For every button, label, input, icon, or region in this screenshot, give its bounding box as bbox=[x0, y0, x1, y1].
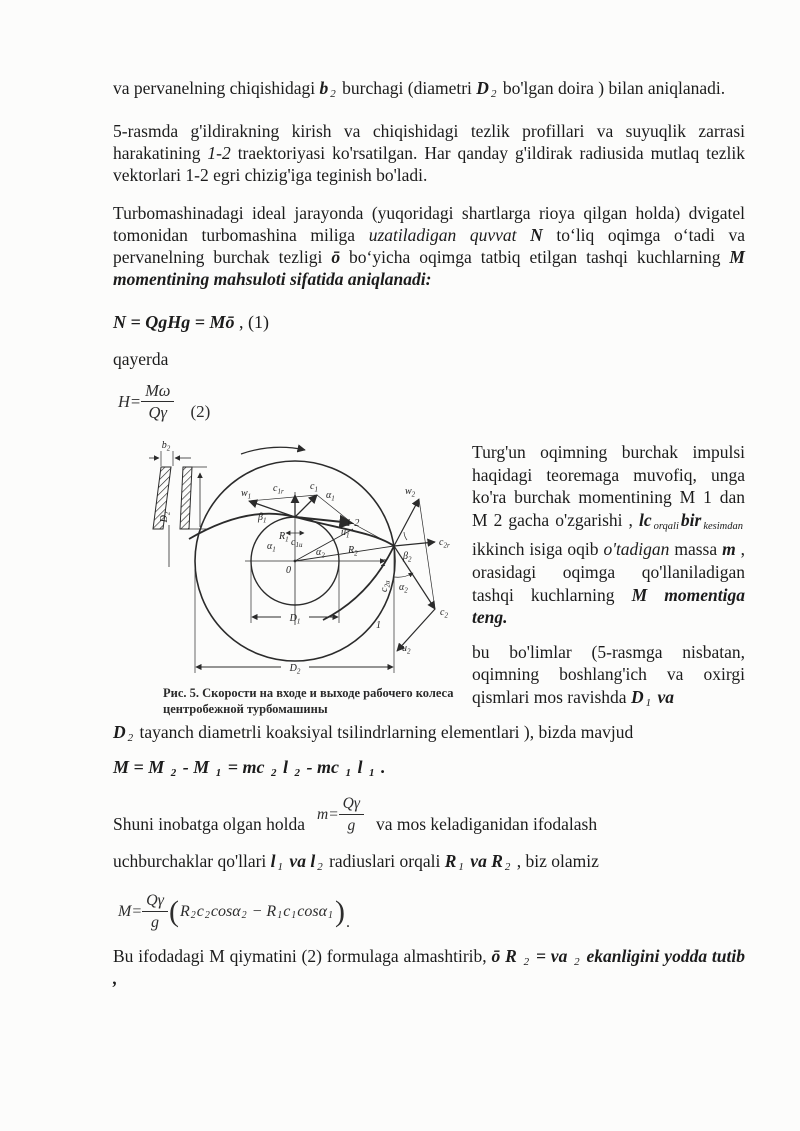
velocity-triangle-outlet bbox=[394, 499, 435, 651]
text-run: va pervanelning chiqishidagi bbox=[113, 78, 320, 98]
subscript-2: 2 bbox=[170, 767, 177, 779]
text-run-italic: o'tadigan bbox=[603, 539, 670, 560]
label-alpha1-inner: $\alpha_1$ bbox=[267, 541, 276, 554]
equation-2-lhs: H bbox=[118, 391, 130, 411]
text-run: va mos keladiganidan ifodalash bbox=[375, 814, 598, 834]
var-l: l bbox=[270, 851, 276, 871]
word-va: va bbox=[465, 851, 492, 871]
label-c1: $c_1$ bbox=[310, 481, 318, 494]
subscript-2: 2 bbox=[317, 861, 323, 873]
equation-body bbox=[180, 903, 334, 921]
subscript-1: 1 bbox=[369, 767, 375, 779]
label-beta2: $\beta_2$ bbox=[403, 551, 412, 564]
text-run: uchburchaklar qo'llari bbox=[113, 851, 271, 871]
label-w2: $w_2$ bbox=[405, 486, 416, 499]
equation-part: - mc bbox=[302, 757, 344, 777]
subscript-1: 1 bbox=[345, 767, 352, 779]
text-run: Turbomashinadagi ideal jarayonda (yuqoridagi shartlarga rioya qilgan holda) dvigatel tomonidan turbomashina miliga bbox=[113, 203, 745, 245]
subscript-2: 2 bbox=[241, 909, 247, 921]
text-run-bold-italic: va bbox=[653, 686, 674, 707]
equation-part: cosα bbox=[297, 902, 328, 920]
text-run-bold-italic: = va bbox=[531, 946, 573, 966]
label-point-1: 1 bbox=[376, 620, 381, 631]
var-m: m bbox=[722, 539, 736, 560]
equals-sign: = bbox=[328, 805, 339, 823]
label-D1-dimension: $D_1$ bbox=[289, 613, 301, 626]
equation-part: c bbox=[283, 902, 291, 920]
subscript-2: 2 bbox=[504, 861, 511, 873]
text-run: qayerda bbox=[113, 349, 169, 369]
label-b2-width: $b_2$ bbox=[161, 440, 171, 453]
subscript-2: 2 bbox=[271, 767, 277, 779]
subscript-2: 2 bbox=[574, 956, 580, 968]
var-lc: lc bbox=[638, 509, 652, 530]
word-va: va bbox=[285, 851, 311, 871]
inline-fraction-m bbox=[317, 794, 364, 835]
fraction-denominator: Qγ bbox=[148, 403, 167, 422]
text-run: 5-rasmda g'ildirakning kirish va chiqishidagi tezlik profillari va suyuqlik zarrasi harakatining bbox=[113, 121, 745, 163]
label-D2-cross-section: $D_2$ bbox=[159, 511, 172, 523]
fraction-numerator: Mω bbox=[141, 381, 174, 402]
var-m: m bbox=[317, 805, 329, 823]
text-run: Turg'un oqimning burchak impulsi haqidagi teoremaga muvofiq, unga ko'ra burchak momentining M 1 dan M 2 gacha o'zgarishi , bbox=[472, 442, 745, 530]
rotation-arrow bbox=[241, 447, 305, 454]
side-text-column bbox=[472, 437, 745, 717]
paragraph-figure-intro bbox=[113, 120, 745, 186]
var-N: N bbox=[530, 225, 543, 245]
equation-part: - M bbox=[178, 757, 214, 777]
subscript-2: 2 bbox=[294, 767, 301, 779]
label-D2-dimension: $D_2$ bbox=[289, 663, 301, 676]
fraction-denominator: g bbox=[151, 914, 160, 931]
label-alpha2-inner: $\alpha_2$ bbox=[316, 547, 325, 560]
fraction-denominator: g bbox=[347, 817, 356, 834]
text-run: , orasidagi oqimga qo'llaniladigan tashqi kuchlarning bbox=[472, 539, 745, 605]
text-run: tayanch diametrli koaksiyal tsilindrlarning elementlari ), bizda mavjud bbox=[135, 722, 634, 742]
label-u2: $u_2$ bbox=[402, 643, 411, 656]
equation-part: − R bbox=[247, 902, 277, 920]
velocity-triangle-inlet bbox=[249, 495, 394, 546]
caption-line-1: Рис. 5. Скорости на входе и выходе рабочего колеса bbox=[163, 686, 454, 700]
paragraph-qayerda bbox=[113, 348, 745, 370]
text-run-bold-italic: M momentiga teng. bbox=[472, 584, 745, 628]
impeller-cross-section bbox=[149, 451, 207, 567]
equation-moment-difference bbox=[113, 756, 745, 779]
period: . bbox=[346, 914, 351, 931]
label-c2: $c_2$ bbox=[440, 607, 448, 620]
text-run: bo‘yicha oqimga tatbiq etilgan tashqi kuchlarning bbox=[340, 247, 730, 267]
paragraph-conclusion bbox=[113, 945, 745, 989]
text-run: bo'lgan doira ) bilan aniqlanadi. bbox=[498, 78, 726, 98]
equation-1-number: , (1) bbox=[234, 312, 270, 332]
fraction bbox=[339, 794, 364, 835]
text-run: , biz olamiz bbox=[512, 851, 599, 871]
var-b: b bbox=[319, 78, 329, 98]
text-run: Shuni inobatga olgan holda bbox=[113, 814, 305, 834]
equation-lhs: M bbox=[118, 902, 132, 920]
label-R2: $R_2$ bbox=[348, 545, 358, 558]
var-D: D bbox=[476, 78, 489, 98]
label-alpha1: $\alpha_1$ bbox=[326, 490, 335, 503]
subscript-1: 1 bbox=[645, 696, 652, 709]
word-bir: bir bbox=[680, 509, 702, 530]
fraction-numerator: Qγ bbox=[339, 794, 364, 815]
text-run-italic: 1-2 bbox=[207, 143, 231, 163]
equation-2-number: (2) bbox=[190, 402, 211, 421]
subscript-2: 2 bbox=[330, 88, 336, 100]
wheel-circles bbox=[189, 447, 395, 661]
label-c1u: $c_{1u}$ bbox=[291, 537, 303, 549]
equation-part: R bbox=[179, 902, 190, 920]
equation-part: l bbox=[278, 757, 293, 777]
label-c1r: $c_{1r}$ bbox=[273, 483, 284, 496]
text-run-bold-italic: ekanligini yodda tutib , bbox=[113, 946, 745, 988]
text-run: ikkinch isiga oqib bbox=[472, 539, 604, 560]
equals-sign: = bbox=[131, 902, 143, 920]
label-center-O: 0 bbox=[286, 565, 291, 576]
subscript-1: 1 bbox=[458, 861, 464, 873]
text-run-bold-italic: M momentining mahsuloti sifatida aniqlanadi: bbox=[113, 247, 745, 289]
var-l: l bbox=[310, 851, 316, 871]
label-trajectory-1-2: 1-2 bbox=[346, 518, 360, 529]
center-point bbox=[294, 560, 297, 563]
text-run: to‘liq oqimga o‘tadi va pervanelning burchak tezligi bbox=[113, 225, 745, 267]
paragraph-cylinders bbox=[113, 721, 745, 743]
paragraph-triangles bbox=[113, 850, 745, 872]
equation-part: c bbox=[196, 902, 204, 920]
paragraph-ideal-process bbox=[113, 202, 745, 290]
label-beta1: $\beta_1$ bbox=[258, 512, 267, 525]
subscript-1: 1 bbox=[215, 767, 222, 779]
text-run: bu bo'limlar (5-rasmga nisbatan, oqimning boshlang'ich va oxirgi qismlari mos ravishda bbox=[472, 641, 745, 707]
fraction bbox=[141, 381, 174, 422]
subscript-1: 1 bbox=[277, 861, 284, 873]
var-D: D bbox=[630, 686, 644, 707]
fraction bbox=[142, 891, 168, 932]
equation-part: . bbox=[376, 757, 386, 777]
var-R: R bbox=[444, 851, 457, 871]
var-omega: ō bbox=[331, 247, 341, 267]
figure-5-caption bbox=[163, 686, 463, 717]
equation-part: M = M bbox=[113, 757, 169, 777]
equation-1-body: N = QgHg = Mō bbox=[113, 312, 235, 332]
text-run: radiuslari orqali bbox=[324, 851, 445, 871]
text-run-italic: uzatiladigan quvvat bbox=[368, 225, 531, 245]
var-omega-R: ō R bbox=[491, 946, 522, 966]
label-c2r: $c_{2r}$ bbox=[439, 537, 450, 550]
equals-sign: = bbox=[129, 391, 142, 411]
figure-and-sidetext-row bbox=[113, 437, 745, 717]
subscript-2: 2 bbox=[204, 909, 210, 921]
var-R: R bbox=[491, 851, 503, 871]
close-paren: ) bbox=[335, 894, 346, 928]
subscript-2: 2 bbox=[127, 732, 134, 744]
dimension-lines bbox=[195, 550, 394, 673]
paragraph-sections bbox=[472, 641, 745, 709]
subscript-2: 2 bbox=[490, 88, 497, 100]
paragraph-opening bbox=[113, 77, 745, 99]
equation-part: cosα bbox=[210, 902, 241, 920]
label-point-2: 2 bbox=[381, 558, 386, 569]
fraction-numerator: Qγ bbox=[142, 891, 168, 912]
subscript-1: 1 bbox=[328, 909, 334, 921]
label-alpha2: $\alpha_2$ bbox=[399, 582, 408, 595]
paragraph-shuni bbox=[113, 794, 745, 835]
text-run: massa bbox=[669, 539, 723, 560]
figure-5-block bbox=[113, 437, 472, 717]
text-run: burchagi (diametri bbox=[337, 78, 477, 98]
equation-part: = mc bbox=[223, 757, 270, 777]
small-word-kesimdan: kesimdan bbox=[703, 520, 743, 532]
subscript-1: 1 bbox=[291, 909, 297, 921]
subscript-1: 1 bbox=[277, 909, 283, 921]
caption-line-2: центробежной турбомашины bbox=[163, 701, 328, 716]
text-run: traektoriyasi ko'rsatilgan. Har qanday g'ildirak radiusida mutlaq tezlik vektorlari 1-2 egri chizig'iga teginish bo'ladi. bbox=[113, 143, 746, 185]
equation-1 bbox=[113, 310, 745, 334]
equation-part: l bbox=[353, 757, 368, 777]
paragraph-angular-momentum bbox=[472, 441, 745, 629]
label-c2u: $c_{2u}$ bbox=[379, 580, 392, 592]
small-word-orqali: orqali bbox=[653, 520, 679, 532]
equation-2 bbox=[118, 381, 745, 422]
label-u1: $u_1$ bbox=[341, 527, 350, 540]
figure-5-diagram bbox=[145, 437, 472, 682]
label-R1: $R_1$ bbox=[279, 531, 289, 544]
subscript-2: 2 bbox=[523, 956, 530, 968]
var-D: D bbox=[113, 722, 126, 742]
label-w1: $w_1$ bbox=[241, 488, 252, 501]
equation-moment-expanded bbox=[118, 891, 745, 932]
text-run: Bu ifodadagi M qiymatini (2) formulaga almashtirib, bbox=[113, 946, 492, 966]
open-paren: ( bbox=[168, 894, 179, 928]
subscript-2: 2 bbox=[190, 909, 196, 921]
